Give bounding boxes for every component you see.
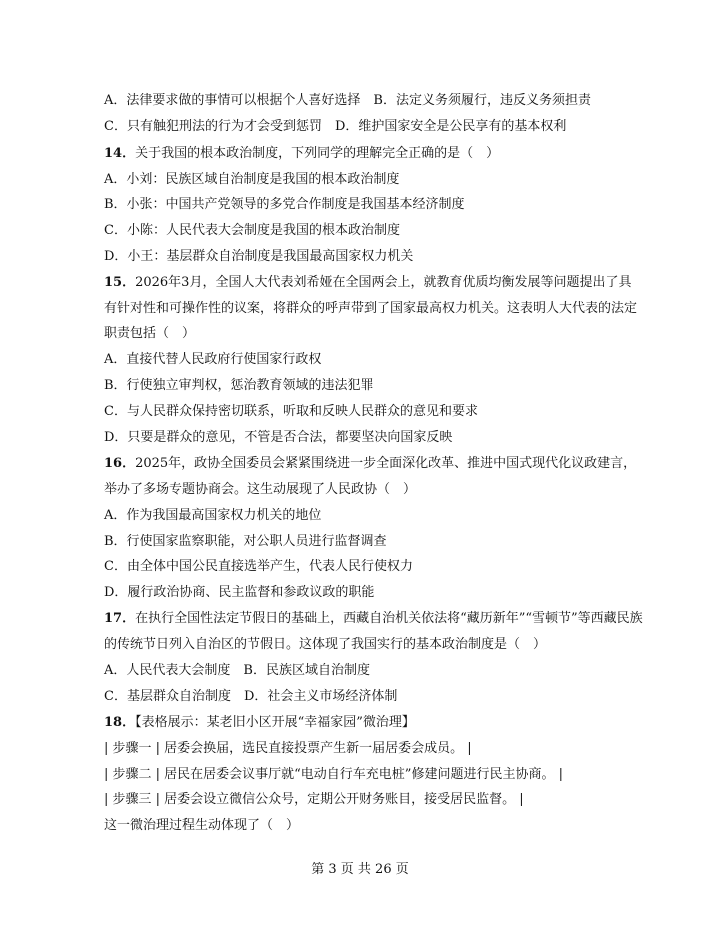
q14-option-c: C．小陈：人民代表大会制度是我国的根本政治制度 [104, 223, 400, 238]
q17-number: 17． [104, 611, 136, 626]
q17-stem-line-2: 的传统节日列入自治区的节假日。这体现了我国实行的基本政治制度是（ ） [104, 637, 547, 652]
q17-stem-line-1 [104, 610, 643, 628]
q15-option-b: B．行使独立审判权，惩治教育领域的违法犯罪 [104, 378, 374, 393]
q16-option-d: D．履行政治协商、民主监督和参政议政的职能 [104, 585, 375, 600]
page-footer: 第 3 页 共 26 页 [311, 862, 409, 877]
q14-option-a: A．小刘：民族区域自治制度是我国的根本政治制度 [104, 172, 400, 187]
q18-table-row-2: | 步骤二 | 居民在居委会议事厅就“电动自行车充电桩”修建问题进行民主协商。 | [104, 767, 563, 782]
q17-option-ab: A．人民代表大会制度 B．民族区域自治制度 [104, 663, 370, 678]
q17-stem-text-1: 在执行全国性法定节假日的基础上，西藏自治机关依法将“藏历新年”“雪顿节”等西藏民族 [135, 611, 643, 626]
q16-stem-line-2: 举办了多场专题协商会。这生动展现了人民政协（ ） [104, 482, 417, 497]
q13-option-cd: C．只有触犯刑法的行为才会受到惩罚 D．维护国家安全是公民享有的基本权利 [104, 119, 567, 134]
q15-option-d: D．只要是群众的意见，不管是否合法，都要坚决向国家反映 [104, 430, 453, 445]
q18-number: 18． [104, 715, 136, 730]
q17-option-cd: C．基层群众自治制度 D．社会主义市场经济体制 [104, 689, 398, 704]
q14-option-b: B．小张：中国共产党领导的多党合作制度是我国基本经济制度 [104, 197, 465, 212]
q15-stem-line-2: 有针对性和可操作性的议案，将群众的呼声带到了国家最高权力机关。这表明人大代表的法定 [104, 301, 638, 316]
q16-number: 16． [104, 456, 136, 471]
q18-table-row-1: | 步骤一 | 居委会换届，选民直接投票产生新一届居委会成员。 | [104, 741, 472, 756]
q16-stem-text-1: 2025年，政协全国委员会紧紧围绕进一步全面深化改革、推进中国式现代化议政建言， [135, 456, 637, 471]
q14-stem-text: 关于我国的根本政治制度，下列同学的理解完全正确的是（ ） [135, 146, 500, 161]
q14-number: 14． [104, 146, 136, 161]
q16-stem-line-1 [104, 455, 636, 473]
q15-option-a: A．直接代替人民政府行使国家行政权 [104, 352, 322, 367]
q18-table-row-3: | 步骤三 | 居委会设立微信公众号，定期公开财务账目，接受居民监督。 | [104, 792, 524, 807]
q16-option-c: C．由全体中国公民直接选举产生，代表人民行使权力 [104, 559, 413, 574]
q16-option-a: A．作为我国最高国家权力机关的地位 [104, 508, 322, 523]
q15-stem-line-1 [104, 274, 631, 292]
q18-stem-text: 【表格展示：某老旧小区开展“幸福家园”微治理】 [135, 715, 415, 730]
q15-stem-text-1: 2026年3月，全国人大代表刘希娅在全国两会上，就教育优质均衡发展等问题提出了具 [135, 275, 632, 290]
q15-stem-line-3: 职责包括（ ） [104, 326, 196, 341]
q14-stem [104, 145, 499, 163]
q18-closing: 这一微治理过程生动体现了（ ） [104, 818, 300, 833]
q18-stem [104, 714, 415, 732]
q15-option-c: C．与人民群众保持密切联系，听取和反映人民群众的意见和要求 [104, 404, 478, 419]
q14-option-d: D．小王：基层群众自治制度是我国最高国家权力机关 [104, 249, 414, 264]
q15-number: 15． [104, 275, 136, 290]
q13-option-ab: A．法律要求做的事情可以根据个人喜好选择 B．法定义务须履行，违反义务须担责 [104, 93, 591, 108]
q16-option-b: B．行使国家监察职能，对公职人员进行监督调查 [104, 534, 387, 549]
